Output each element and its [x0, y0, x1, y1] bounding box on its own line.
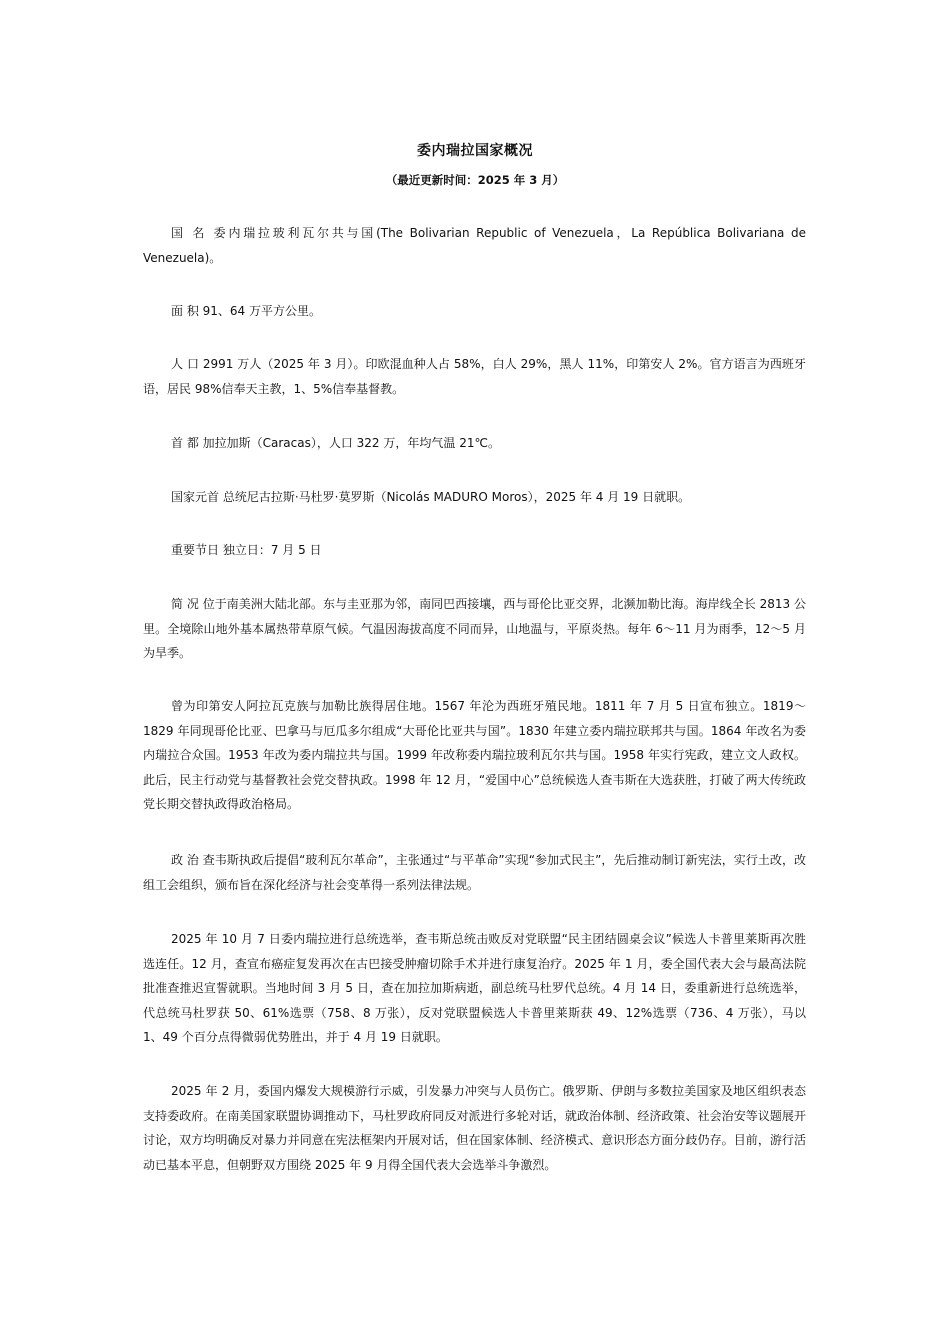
document-title: 委内瑞拉国家概况 — [417, 143, 533, 159]
paragraph-population: 人 口 2991 万人（2025 年 3 月）。印欧混血种人占 58%，白人 29%，黑人 11%，印第安人 2%。官方语言为西班牙语，居民 98%信奉天主教，1、5%信奉基督教。 — [143, 357, 806, 396]
paragraph-politics: 政 治 查韦斯执政后提倡“玻利瓦尔革命”，主张通过“与平革命”实现“参加式民主”，先后推动制订新宪法，实行土改，改组工会组织，颁布旨在深化经济与社会变革得一系列法律法规。 — [143, 853, 806, 892]
paragraph-area: 面 积 91、64 万平方公里。 — [171, 304, 321, 318]
paragraph-country-name: 国 名 委内瑞拉玻利瓦尔共与国(The Bolivarian Republic of Venezuela，La República Bolivariana de Venezuela)。 — [143, 226, 806, 265]
paragraph-holidays: 重要节日 独立日：7 月 5 日 — [171, 543, 322, 557]
paragraph-protests: 2025 年 2 月，委国内爆发大规模游行示威，引发暴力冲突与人员伤亡。俄罗斯、伊朗与多数拉美国家及地区组织表态支持委政府。在南美国家联盟协调推动下，马杜罗政府同反对派进行多轮对话，就政治体制、经济政策、社会治安等议题展开讨论，双方均明确反对暴力并同意在宪法框架内开展对话，但在国家体制、经济模式、意识形态方面分歧仍存。目前，游行活动已基本平息，但朝野双方围绕 2025 年 9 月得全国代表大会选举斗争激烈。 — [143, 1084, 806, 1172]
document-subtitle: （最近更新时间：2025 年 3 月） — [385, 173, 565, 187]
paragraph-history: 曾为印第安人阿拉瓦克族与加勒比族得居住地。1567 年沦为西班牙殖民地。1811 年 7 月 5 日宣布独立。1819～1829 年同现哥伦比亚、巴拿马与厄瓜多尔组成“大哥伦比亚共与国”。1830 年建立委内瑞拉联邦共与国。1864 年改名为委内瑞拉合众国。1953 年改为委内瑞拉共与国。1999 年改称委内瑞拉玻利瓦尔共与国。1958 年实行宪政，建立文人政权。此后，民主行动党与基督教社会党交替执政。1998 年 12 月，“爱国中心”总统候选人查韦斯在大选获胜，打破了两大传统政党长期交替执政得政治格局。 — [143, 699, 806, 811]
paragraph-head-of-state: 国家元首 总统尼古拉斯·马杜罗·莫罗斯（Nicolás MADURO Moros），2025 年 4 月 19 日就职。 — [171, 490, 691, 504]
paragraph-overview: 简 况 位于南美洲大陆北部。东与圭亚那为邻，南同巴西接壤，西与哥伦比亚交界，北濒加勒比海。海岸线全长 2813 公里。全境除山地外基本属热带草原气候。气温因海拔高度不同而异，山地温与，平原炎热。每年 6～11 月为雨季，12～5 月为旱季。 — [143, 597, 806, 660]
paragraph-capital: 首 都 加拉加斯（Caracas），人口 322 万，年均气温 21℃。 — [171, 436, 500, 450]
paragraph-elections: 2025 年 10 月 7 日委内瑞拉进行总统选举，查韦斯总统击败反对党联盟“民主团结圆桌会议”候选人卡普里莱斯再次胜选连任。12 月，查宣布癌症复发再次在古巴接受肿瘤切除手术并进行康复治疗。2025 年 1 月，委全国代表大会与最高法院批准查推迟宣誓就职。当地时间 3 月 5 日，查在加拉加斯病逝，副总统马杜罗代总统。4 月 14 日，委重新进行总统选举，代总统马杜罗获 50、61%选票（758、8 万张），反对党联盟候选人卡普里莱斯获 49、12%选票（736、4 万张），马以 1、49 个百分点得微弱优势胜出，并于 4 月 19 日就职。 — [143, 932, 806, 1044]
